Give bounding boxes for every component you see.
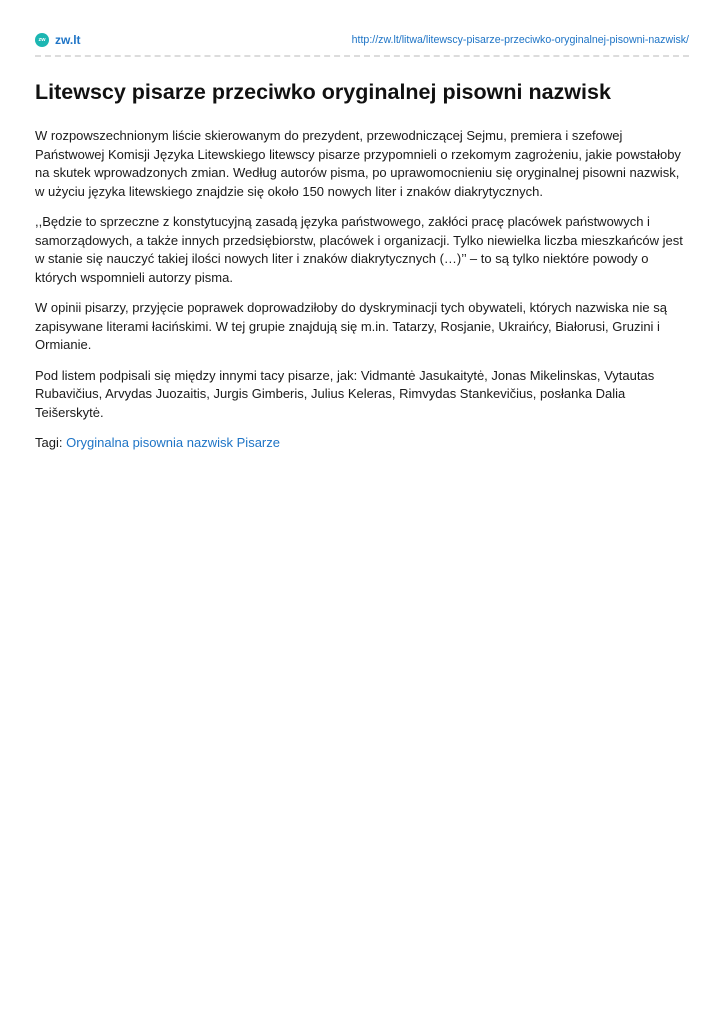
article-title: Litewscy pisarze przeciwko oryginalnej pisowni nazwisk (35, 80, 611, 104)
tags-label: Tagi: (35, 435, 63, 450)
article-paragraph: ,,Będzie to sprzeczne z konstytucyjną zasadą języka państwowego, zakłóci pracę placówek państwowych i samorządowych, a także innych przedsiębiorstw, placówek i organizacji. Tylko niewielka liczba mieszkańców jest w stanie się nauczyć takiej ilości nowych liter i znaków diakrytycznych (…)’’ – to są tylko niektóre powody o których wspomnieli autorzy pisma. (35, 214, 683, 285)
page-header (35, 33, 689, 53)
site-link[interactable] (35, 33, 81, 47)
tags-line (35, 434, 689, 453)
article-paragraph: W rozpowszechnionym liście skierowanym do prezydent, przewodniczącej Sejmu, premiera i szefowej Państwowej Komisji Języka Litewskiego litewscy pisarze przypomnieli o rzekomym zagrożeniu, jakie powstałoby na skutek wprowadzonych zmian. Według autorów pisma, po uprawomocnieniu się oryginalnej pisowni nazwisk, w użyciu języka litewskiego znajdzie się około 150 nowych liter i znaków diakrytycznych. (35, 128, 681, 199)
site-logo-icon: zw (35, 33, 49, 47)
article-paragraph: W opinii pisarzy, przyjęcie poprawek doprowadziłoby do dyskryminacji tych obywateli, których nazwiska nie są zapisywane literami łacińskimi. W tej grupie znajdują się m.in. Tatarzy, Rosjanie, Ukraińcy, Białorusi, Gruzini i Ormianie. (35, 300, 667, 352)
tag-link-pisarze[interactable]: Pisarze (236, 435, 280, 450)
header-divider (35, 55, 689, 57)
article-url-link[interactable]: http://zw.lt/litwa/litewscy-pisarze-przeciwko-oryginalnej-pisowni-nazwisk/ (351, 34, 689, 46)
tag-link-oryginalna-pisownia-nazwisk[interactable]: Oryginalna pisownia nazwisk (66, 435, 234, 450)
article-paragraph: Pod listem podpisali się między innymi tacy pisarze, jak: Vidmantė Jasukaitytė, Jonas Mikelinskas, Vytautas Rubavičius, Arvydas Juozaitis, Jurgis Gimberis, Julius Keleras, Rimvydas Stankevičius, posłanka Dalia Teišerskytė. (35, 367, 655, 420)
site-name: zw.lt (55, 33, 81, 47)
article-body (35, 127, 689, 465)
